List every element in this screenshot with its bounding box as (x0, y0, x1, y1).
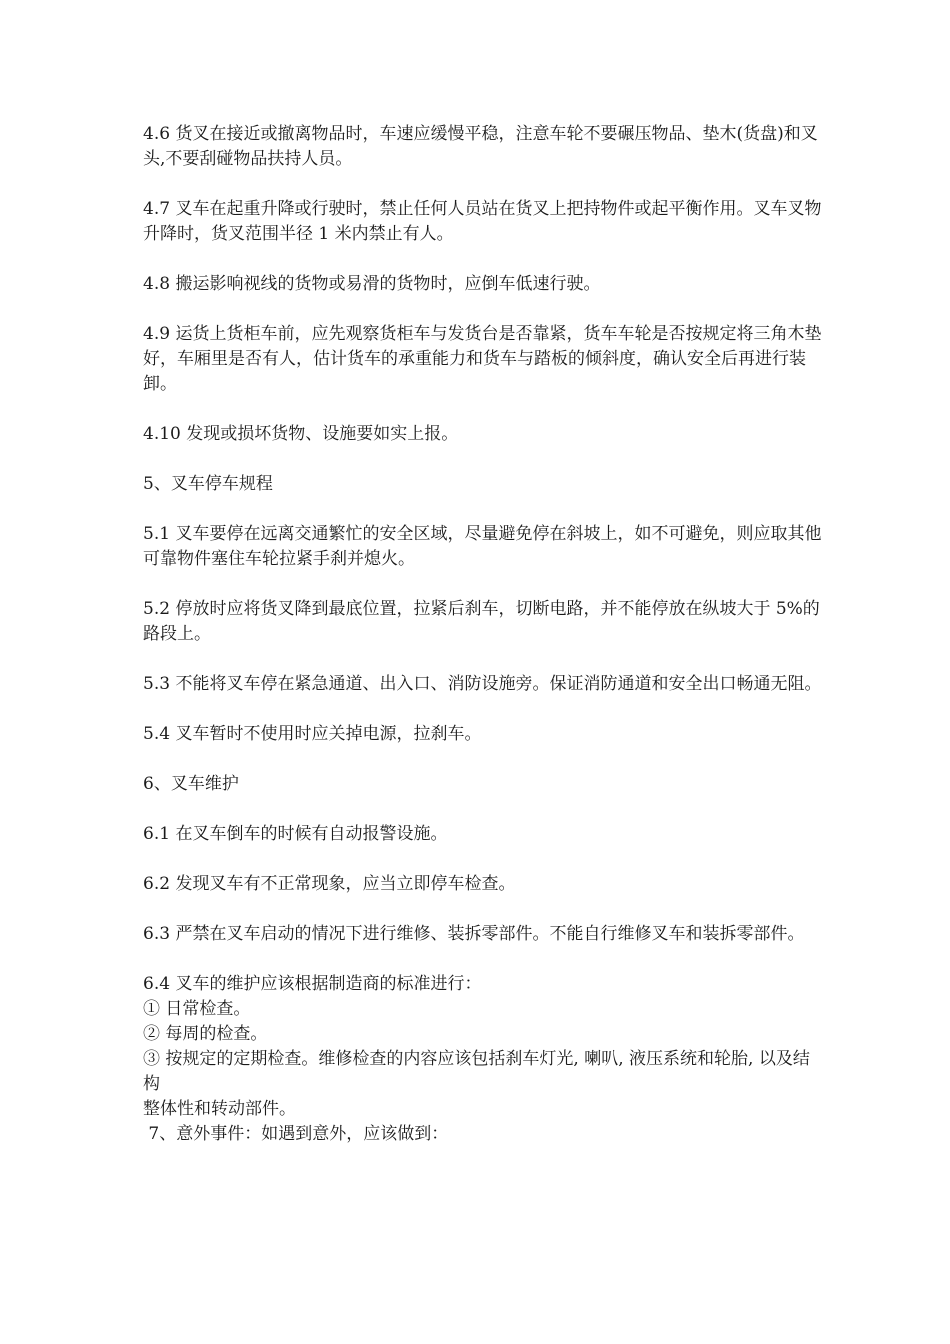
section-heading-7: 7、意外事件：如遇到意外，应该做到： (143, 1124, 449, 1144)
list-item-daily-check: ① 日常检查。 (143, 999, 251, 1019)
paragraph-6-2: 6.2 发现叉车有不正常现象，应当立即停车检查。 (143, 874, 516, 894)
list-item-weekly-check: ② 每周的检查。 (143, 1024, 268, 1044)
list-item-periodic-check: ③ 按规定的定期检查。维修检查的内容应该包括刹车灯光, 喇叭, 液压系统和轮胎, 以及结构 (143, 1049, 810, 1094)
paragraph-5-3: 5.3 不能将叉车停在紧急通道、出入口、消防设施旁。保证消防通道和安全出口畅通无阻。 (143, 674, 822, 694)
paragraph-6-3: 6.3 严禁在叉车启动的情况下进行维修、装拆零部件。不能自行维修叉车和装拆零部件。 (143, 924, 805, 944)
list-item-periodic-check-continued: 整体性和转动部件。 (143, 1099, 296, 1119)
paragraph-4-7: 4.7 叉车在起重升降或行驶时，禁止任何人员站在货叉上把持物件或起平衡作用。叉车叉物升降时，货叉范围半径 1 米内禁止有人。 (143, 199, 822, 244)
paragraph-5-1: 5.1 叉车要停在远离交通繁忙的安全区域，尽量避免停在斜坡上，如不可避免，则应取其他可靠物件塞住车轮拉紧手刹并熄火。 (143, 524, 822, 569)
section-heading-5: 5、叉车停车规程 (143, 474, 273, 494)
document-body (143, 122, 823, 1147)
paragraph-6-1: 6.1 在叉车倒车的时候有自动报警设施。 (143, 824, 448, 844)
paragraph-6-4: 6.4 叉车的维护应该根据制造商的标准进行： (143, 974, 482, 994)
paragraph-4-9: 4.9 运货上货柜车前，应先观察货柜车与发货台是否靠紧，货车车轮是否按规定将三角木垫好，车厢里是否有人，估计货车的承重能力和货车与踏板的倾斜度，确认安全后再进行装卸。 (143, 324, 822, 394)
maintenance-block (143, 972, 823, 1147)
paragraph-4-10: 4.10 发现或损坏货物、设施要如实上报。 (143, 424, 459, 444)
paragraph-5-4: 5.4 叉车暂时不使用时应关掉电源，拉刹车。 (143, 724, 482, 744)
paragraph-5-2: 5.2 停放时应将货叉降到最底位置，拉紧后刹车，切断电路，并不能停放在纵坡大于 5%的路段上。 (143, 599, 820, 644)
paragraph-4-6: 4.6 货叉在接近或撤离物品时，车速应缓慢平稳，注意车轮不要碾压物品、垫木(货盘)和叉头,不要刮碰物品扶持人员。 (143, 124, 818, 169)
section-heading-6: 6、叉车维护 (143, 774, 239, 794)
paragraph-4-8: 4.8 搬运影响视线的货物或易滑的货物时，应倒车低速行驶。 (143, 274, 601, 294)
